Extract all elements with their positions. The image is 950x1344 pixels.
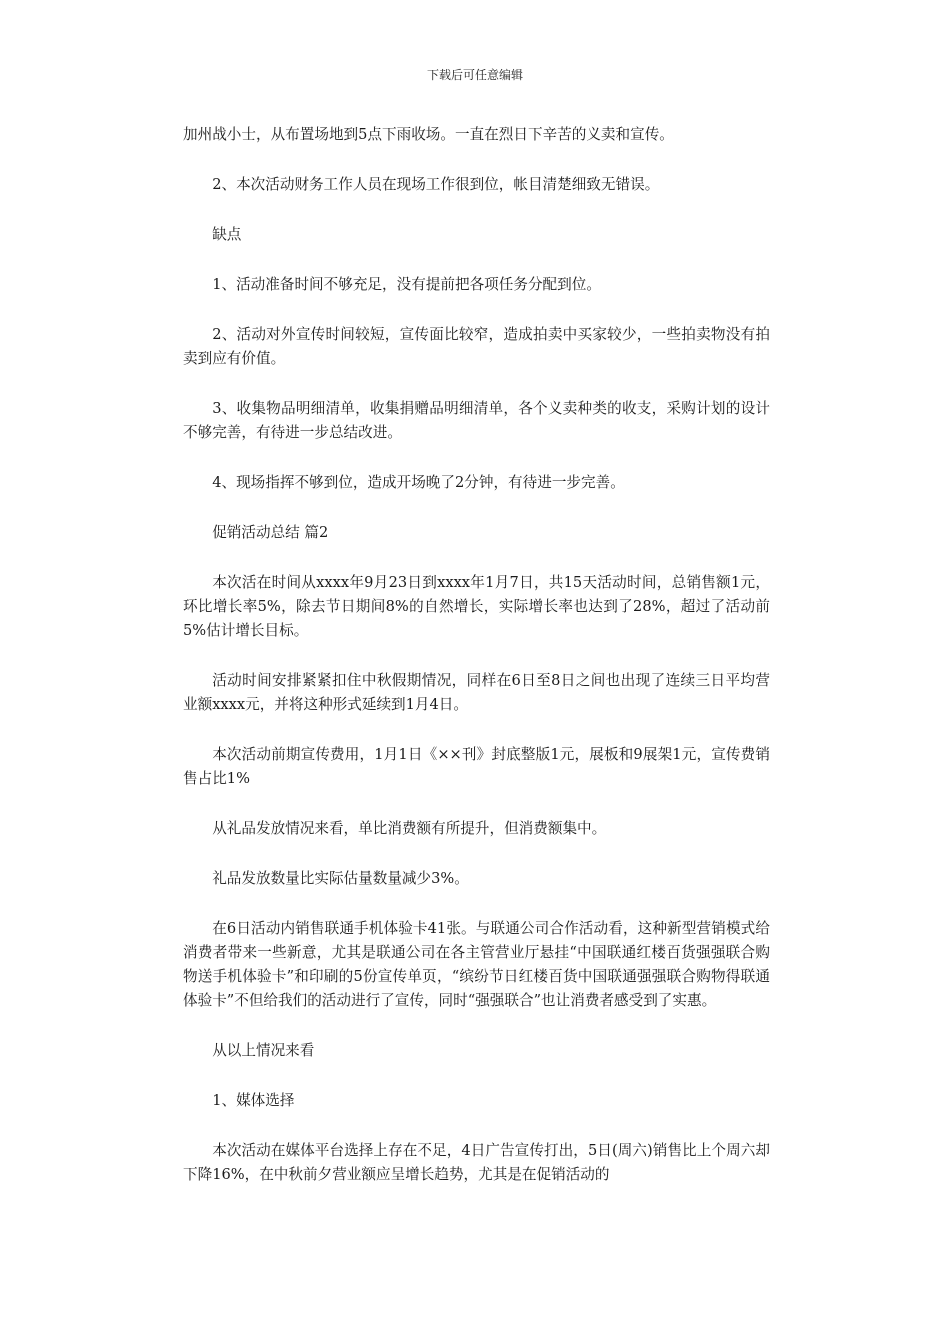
paragraph: 本次活在时间从xxxx年9月23日到xxxx年1月7日，共15天活动时间，总销售额1元，环比增长率5%，除去节日期间8%的自然增长，实际增长率也达到了28%，超过了活动前5%估计增长目标。 bbox=[183, 574, 770, 639]
paragraph: 2、本次活动财务工作人员在现场工作很到位，帐目清楚细致无错误。 bbox=[212, 176, 660, 193]
paragraph: 1、活动准备时间不够充足，没有提前把各项任务分配到位。 bbox=[212, 276, 601, 293]
paragraph: 2、活动对外宣传时间较短，宣传面比较窄，造成拍卖中买家较少，一些拍卖物没有拍卖到应有价值。 bbox=[183, 326, 770, 367]
section-heading-part-2: 促销活动总结 篇2 bbox=[212, 524, 329, 541]
paragraph: 在6日活动内销售联通手机体验卡41张。与联通公司合作活动看，这种新型营销模式给消费者带来一些新意，尤其是联通公司在各主管营业厅悬挂“中国联通红楼百货强强联合购物送手机体验卡”和印刷的5份宣传单页，“缤纷节日红楼百货中国联通强强联合购物得联通体验卡”不但给我们的活动进行了宣传，同时“强强联合”也让消费者感受到了实惠。 bbox=[183, 920, 770, 1009]
paragraph: 本次活动前期宣传费用，1月1日《××刊》封底整版1元，展板和9展架1元，宣传费销售占比1% bbox=[183, 746, 770, 787]
paragraph: 从以上情况来看 bbox=[212, 1042, 315, 1059]
section-heading-drawbacks: 缺点 bbox=[212, 226, 242, 243]
section-heading-media: 1、媒体选择 bbox=[212, 1092, 295, 1109]
paragraph: 加州战小士，从布置场地到5点下雨收场。一直在烈日下辛苦的义卖和宣传。 bbox=[183, 126, 674, 143]
paragraph: 活动时间安排紧紧扣住中秋假期情况，同样在6日至8日之间也出现了连续三日平均营业额xxxx元，并将这种形式延续到1月4日。 bbox=[183, 672, 770, 713]
page-header: 下载后可任意编辑 bbox=[426, 68, 523, 82]
paragraph: 礼品发放数量比实际估量数量减少3%。 bbox=[212, 870, 469, 887]
paragraph: 本次活动在媒体平台选择上存在不足，4日广告宣传打出，5日(周六)销售比上个周六却下降16%，在中秋前夕营业额应呈增长趋势，尤其是在促销活动的 bbox=[183, 1142, 770, 1183]
paragraph: 从礼品发放情况来看，单比消费额有所提升，但消费额集中。 bbox=[212, 820, 607, 837]
document-body bbox=[183, 123, 770, 1213]
paragraph: 4、现场指挥不够到位，造成开场晚了2分钟，有待进一步完善。 bbox=[212, 474, 625, 491]
paragraph: 3、收集物品明细清单，收集捐赠品明细清单，各个义卖种类的收支，采购计划的设计不够完善，有待进一步总结改进。 bbox=[183, 400, 770, 441]
